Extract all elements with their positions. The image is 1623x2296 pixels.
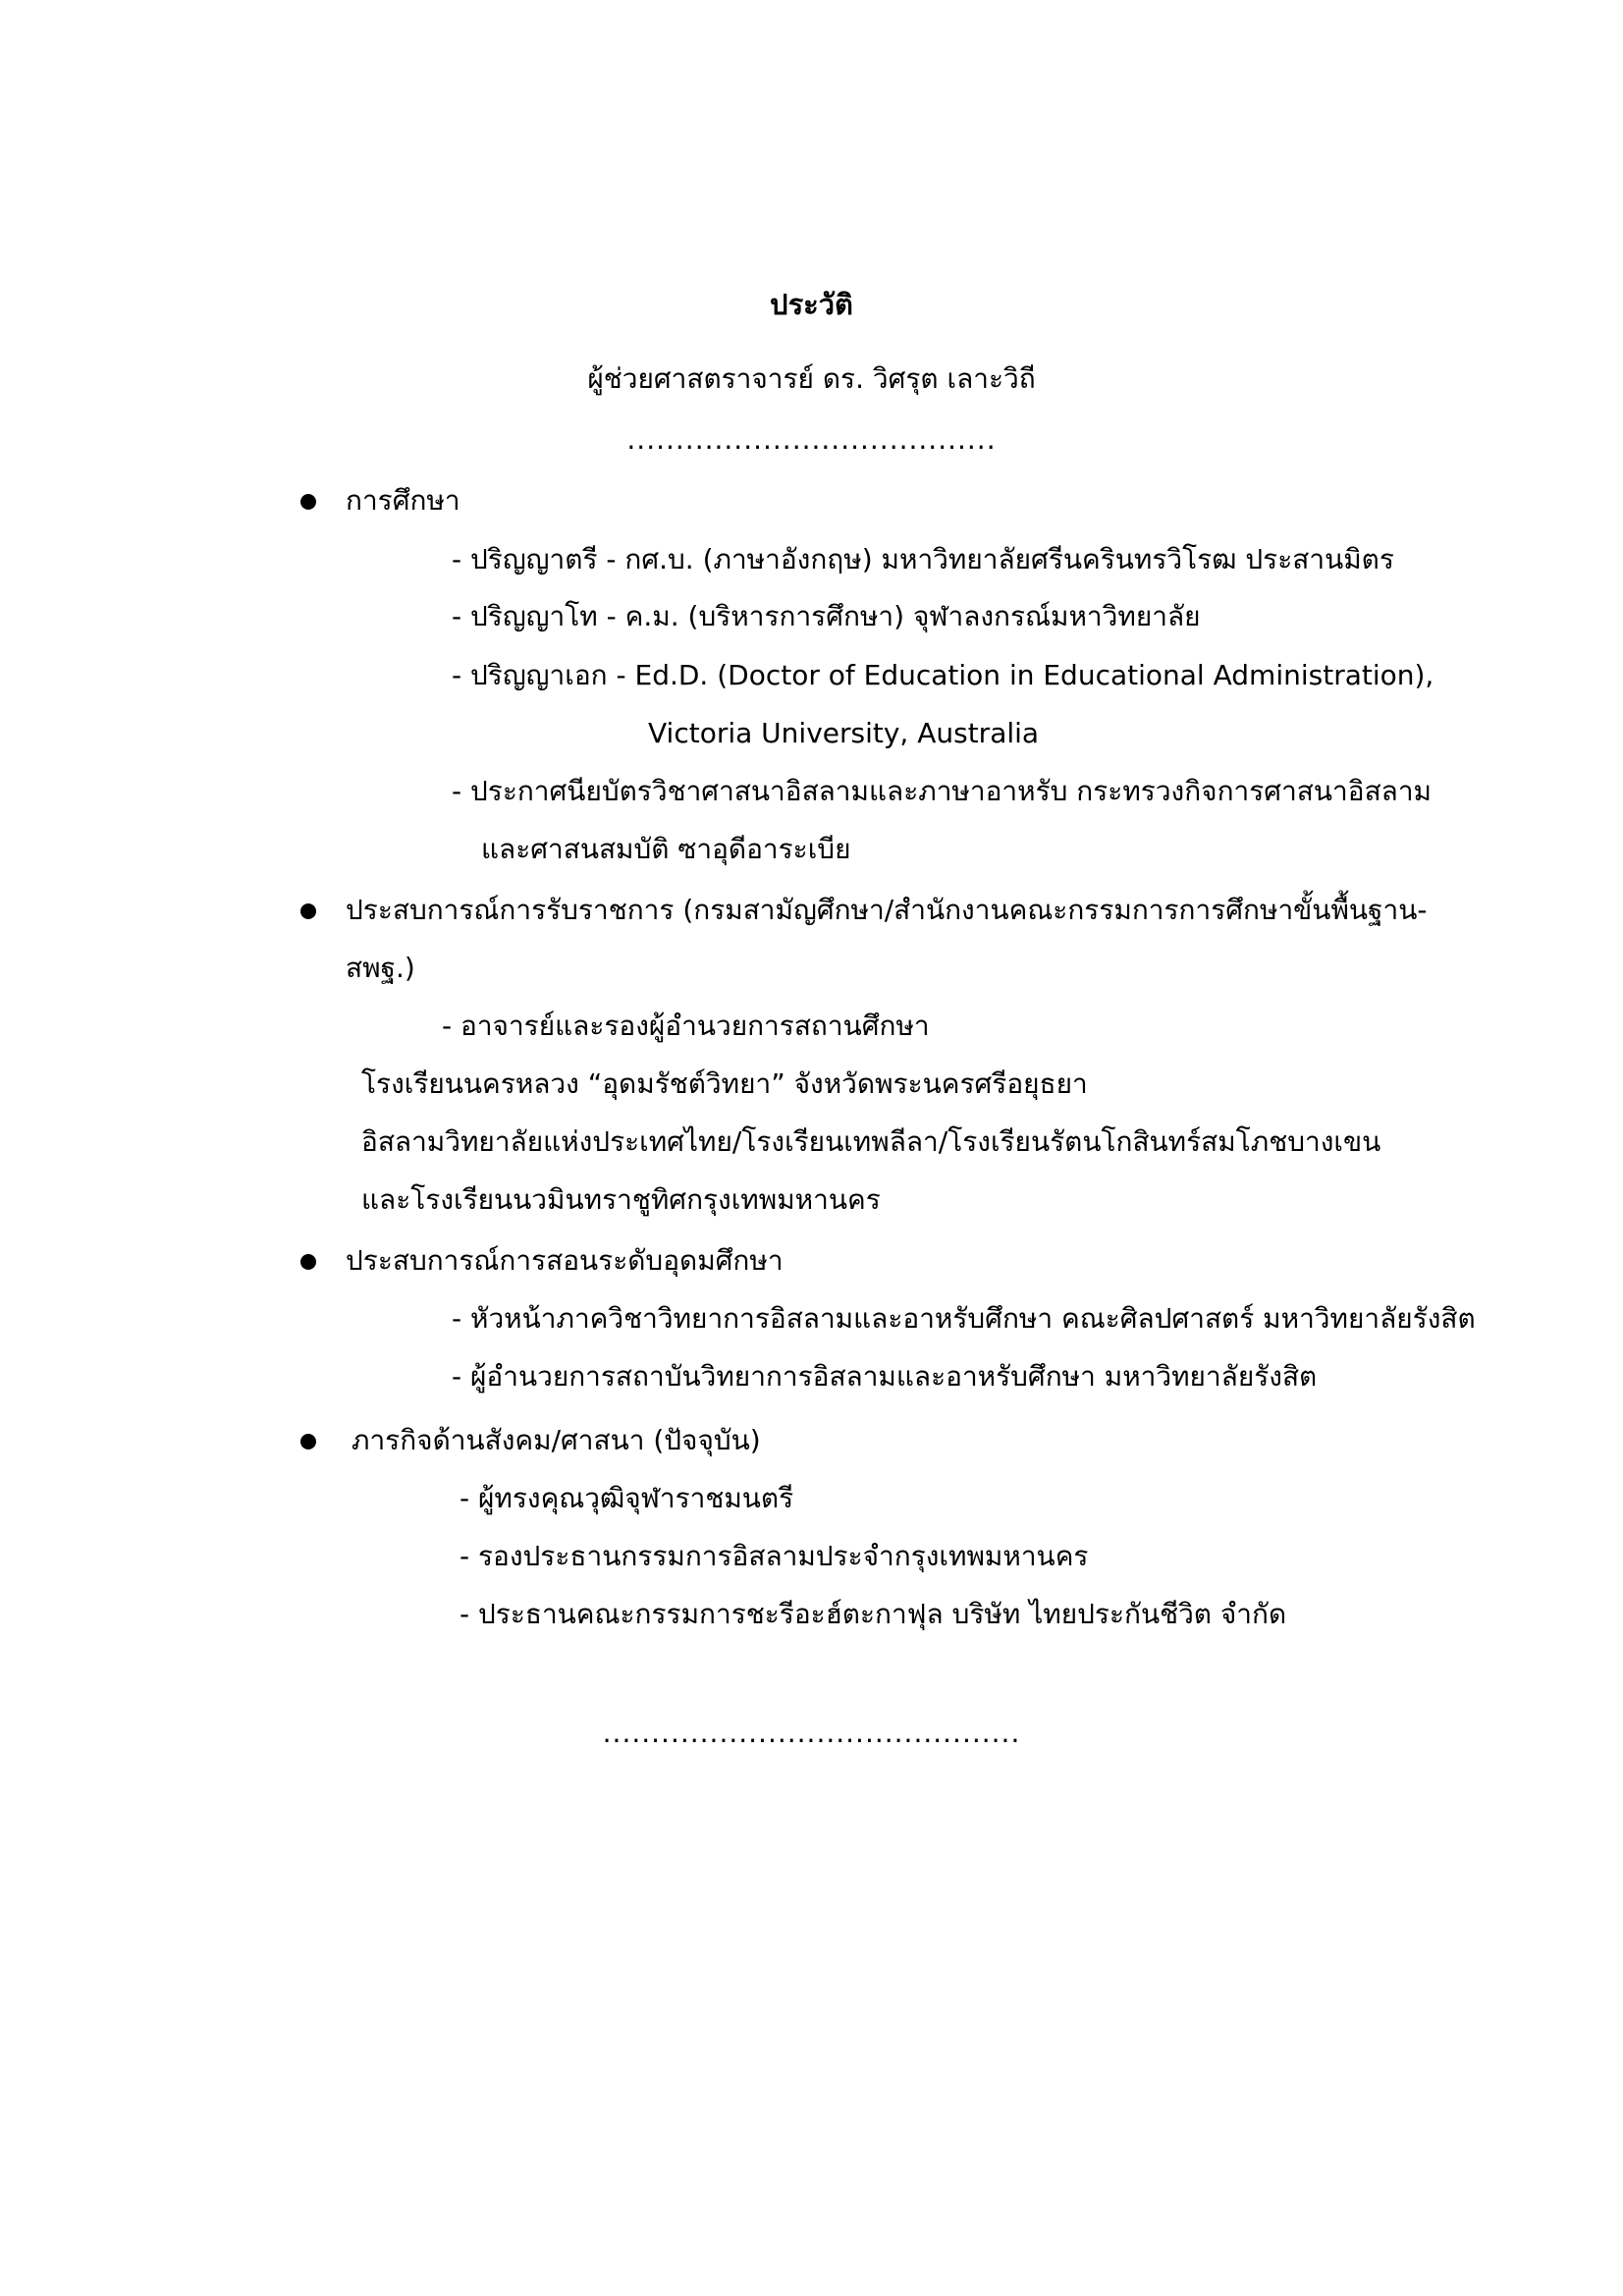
bullet-icon <box>300 1254 316 1270</box>
list-item: - หัวหน้าภาควิชาวิทยาการอิสลามและอาหรับศึกษา คณะศิลปศาสตร์ มหาวิทยาลัยรังสิต <box>452 1302 1476 1335</box>
bottom-divider: ........................................... <box>602 1717 1021 1749</box>
document-title: ประวัติ <box>770 288 853 321</box>
list-item: โรงเรียนนครหลวง “อุดมรัชต์วิทยา” จังหวัดพระนครศรีอยุธยา <box>361 1067 1088 1100</box>
section-heading-duties: ภารกิจด้านสังคม/ศาสนา (ปัจจุบัน) <box>352 1424 761 1456</box>
list-item: - ปริญญาโท - ค.ม. (บริหารการศึกษา) จุฬาลงกรณ์มหาวิทยาลัย <box>452 600 1201 632</box>
list-item: - ประกาศนียบัตรวิชาศาสนาอิสลามและภาษาอาหรับ กระทรวงกิจการศาสนาอิสลาม <box>452 775 1432 807</box>
list-item: - ปริญญาเอก - Ed.D. (Doctor of Education in Educational Administration), <box>452 659 1434 691</box>
top-divider: ...................................... <box>626 423 997 456</box>
bullet-icon <box>300 1434 316 1449</box>
list-item: - อาจารย์และรองผู้อำนวยการสถานศึกษา <box>442 1010 930 1042</box>
bullet-icon <box>300 494 316 510</box>
section-heading-education: การศึกษา <box>346 484 460 517</box>
list-item: - รองประธานกรรมการอิสลามประจำกรุงเทพมหานคร <box>460 1540 1089 1572</box>
list-item: - ผู้อำนวยการสถาบันวิทยาการอิสลามและอาหรับศึกษา มหาวิทยาลัยรังสิต <box>452 1360 1318 1393</box>
person-name: ผู้ช่วยศาสตราจารย์ ดร. วิศรุต เลาะวิถี <box>587 362 1036 395</box>
list-item: และโรงเรียนนวมินทราชูทิศกรุงเทพมหานคร <box>361 1183 881 1216</box>
list-item: - ผู้ทรงคุณวุฒิจุฬาราชมนตรี <box>460 1482 794 1514</box>
section-heading-teaching: ประสบการณ์การสอนระดับอุดมศึกษา <box>346 1244 784 1277</box>
bullet-icon <box>300 903 316 919</box>
section-heading-government-service: ประสบการณ์การรับราชการ (กรมสามัญศึกษา/สำนักงานคณะกรรมการการศึกษาขั้นพื้นฐาน- <box>346 894 1428 926</box>
list-item: และศาสนสมบัติ ซาอุดีอาระเบีย <box>481 833 851 865</box>
section-heading-continuation: สพฐ.) <box>346 952 415 984</box>
list-item: - ปริญญาตรี - กศ.บ. (ภาษาอังกฤษ) มหาวิทยาลัยศรีนครินทรวิโรฒ ประสานมิตร <box>452 543 1394 575</box>
list-item: อิสลามวิทยาลัยแห่งประเทศไทย/โรงเรียนเทพลีลา/โรงเรียนรัตนโกสินทร์สมโภชบางเขน <box>361 1125 1381 1158</box>
list-item: - ประธานคณะกรรมการชะรีอะฮ์ตะกาฟุล บริษัท ไทยประกันชีวิต จำกัด <box>460 1598 1287 1630</box>
list-item: Victoria University, Australia <box>648 717 1040 749</box>
